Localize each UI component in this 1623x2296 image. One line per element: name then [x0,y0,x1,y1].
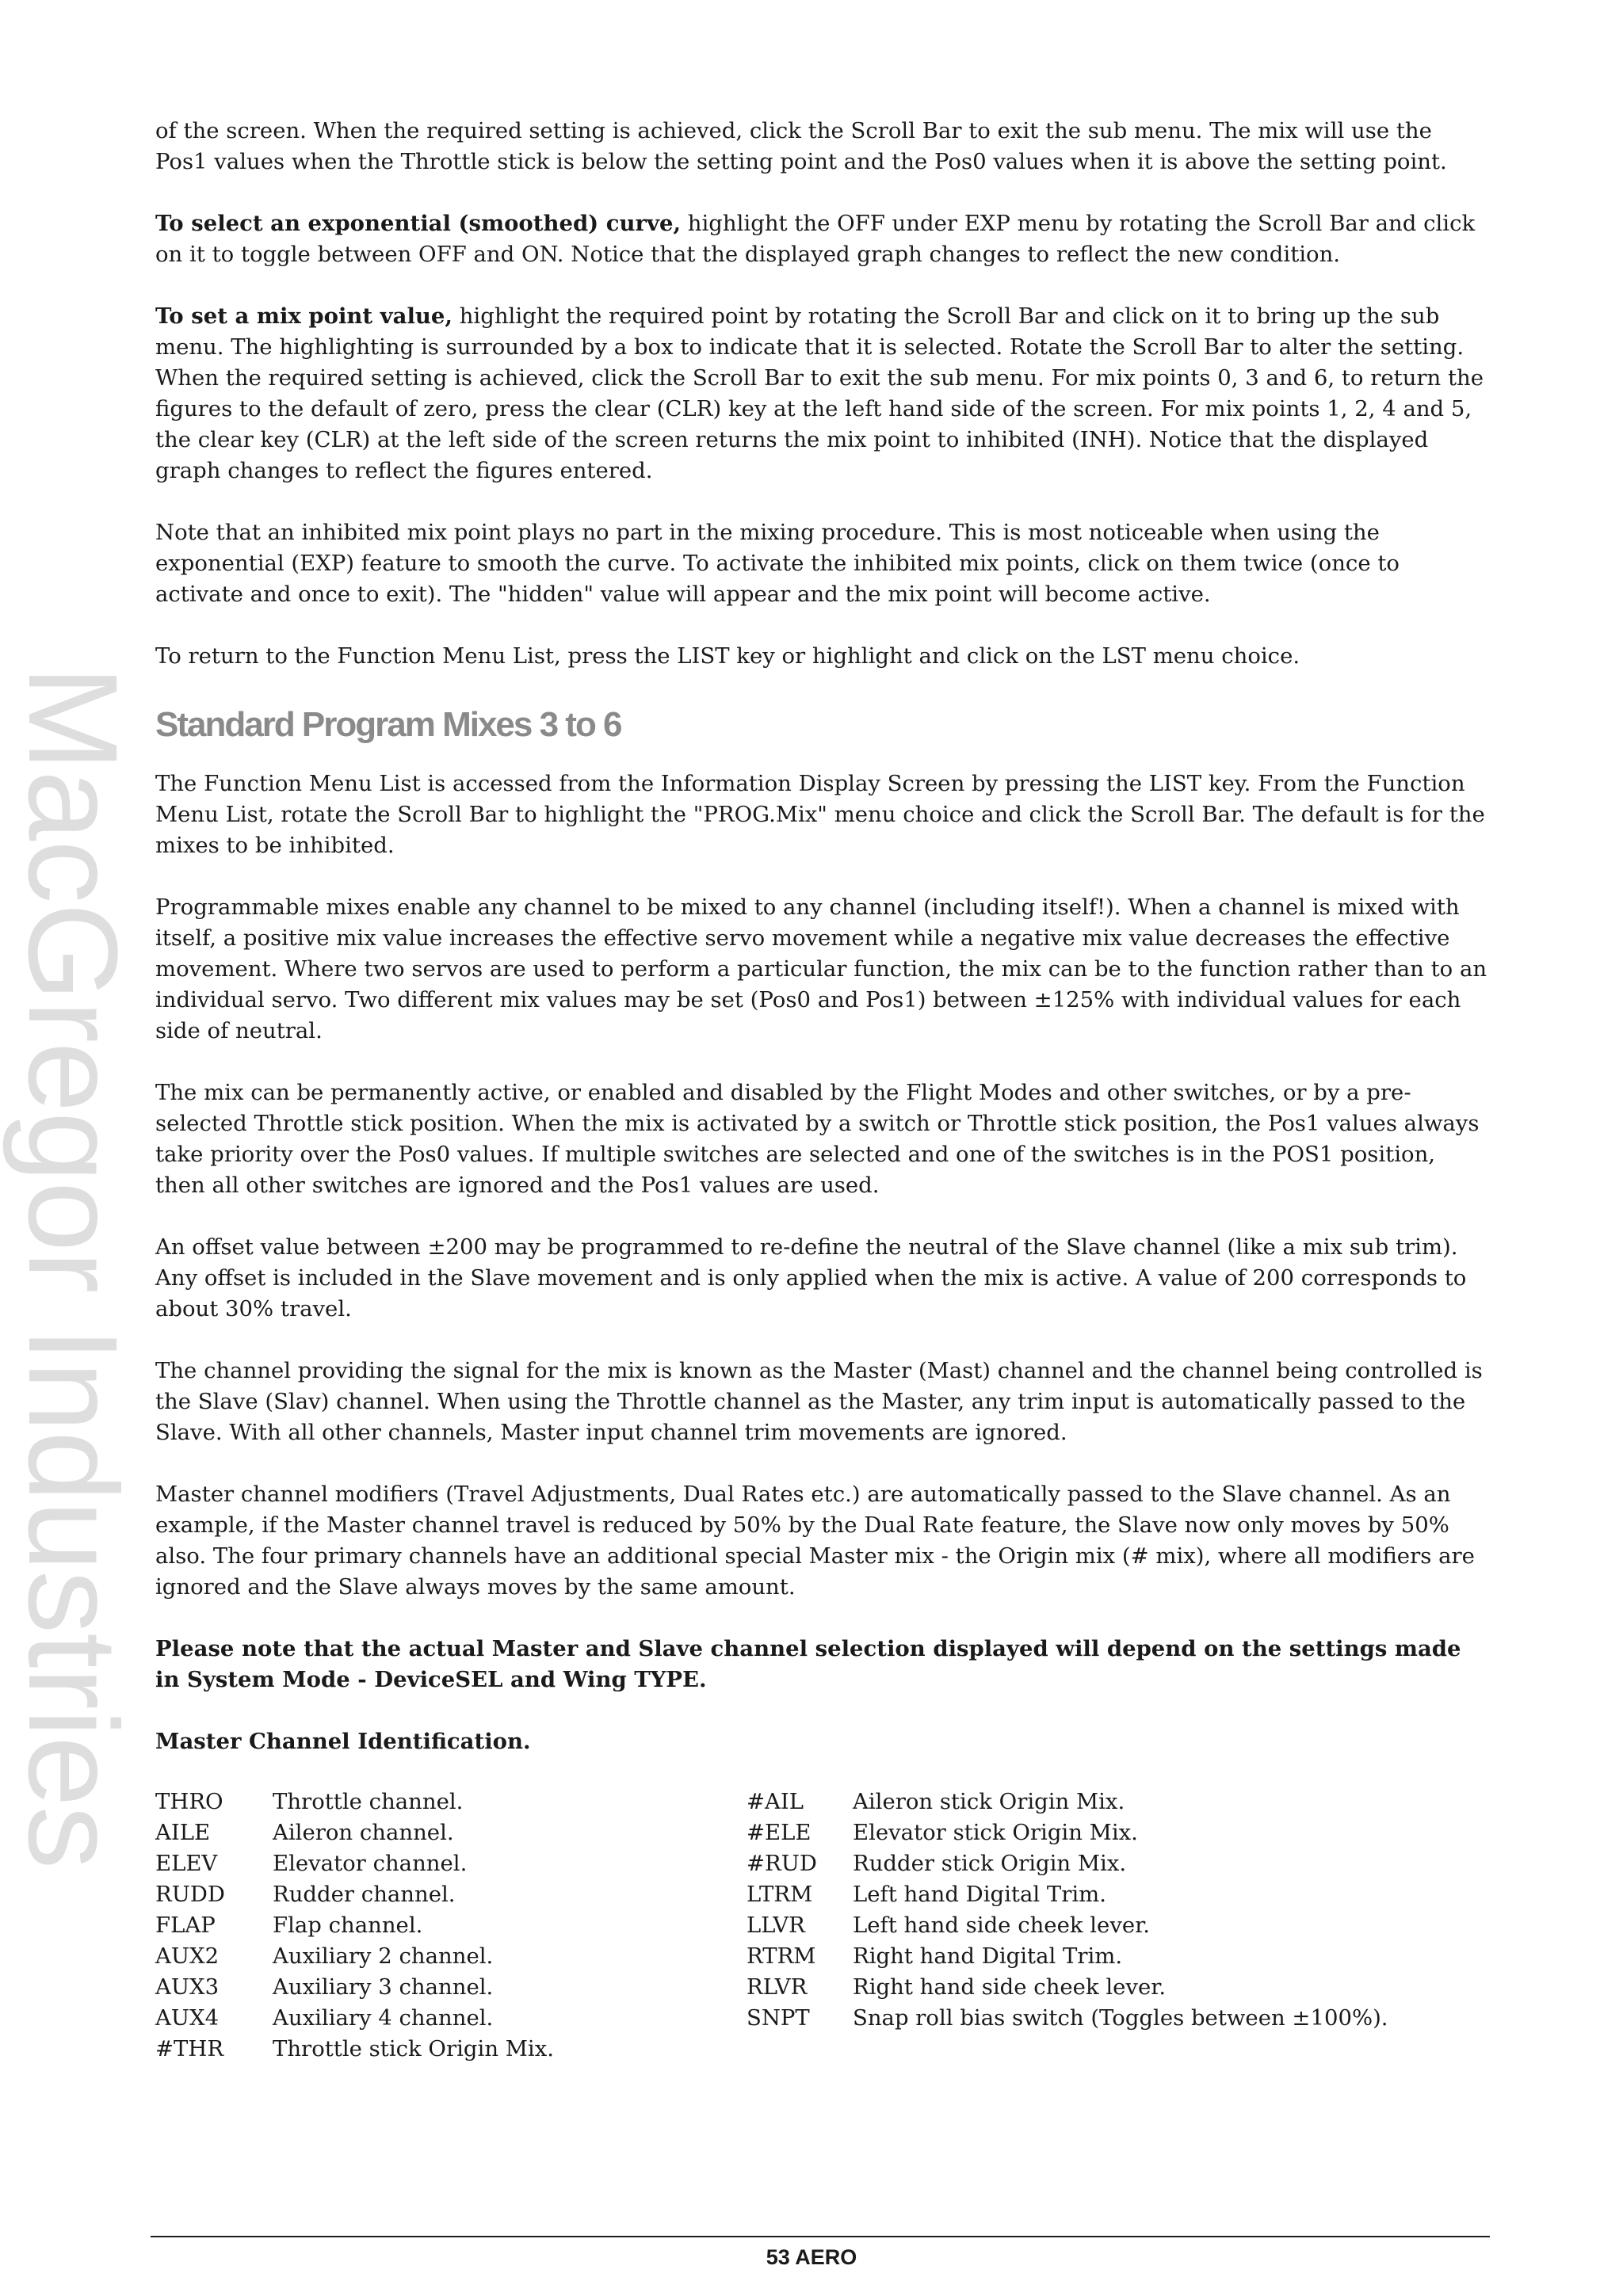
paragraph-text: highlight the OFF under EXP menu by rotating the Scroll Bar and click on it to toggle between OFF and ON. Notice that the displayed graph changes to reflect the new condition. [155,211,1476,267]
paragraph-text: highlight the required point by rotating the Scroll Bar and click on it to bring up the sub menu. The highlighting is surrounded by a box to indicate that it is selected. Rotate the Scroll Bar to alter the setting. When the required setting is achieved, click the Scroll Bar to exit the sub menu. For mix points 0, 3 and 6, to return the figures to the default of zero, press the clear (CLR) key at the left hand side of the screen. For mix points 1, 2, 4 and 5, the clear key (CLR) at the left side of the screen returns the mix point to inhibited (INH). Notice that the displayed graph changes to reflect the figures entered. [155,303,1484,483]
channel-row [155,1848,747,1879]
page-number: 53 AERO [766,2245,857,2269]
paragraph-text: of the screen. When the required setting is achieved, click the Scroll Bar to exit the sub menu. The mix will use the Pos1 values when the Throttle stick is below the setting point and the Pos0 values when it is above the setting point. [155,118,1447,174]
channel-code: AUX2 [155,1943,220,1969]
channel-code: AUX4 [155,2005,220,2031]
side-watermark [2,666,144,1869]
channel-row [747,1910,1488,1941]
paragraph-return-to-list [155,641,1488,672]
channel-code: #THR [155,2036,224,2061]
channel-code: RLVR [747,1974,808,2000]
paragraph-text: To return to the Function Menu List, press the LIST key or highlight and click on the LST menu choice. [155,643,1300,669]
master-channel-heading: Master Channel Identification. [155,1729,531,1754]
channel-row [747,2003,1488,2034]
channel-code: THRO [155,1789,223,1814]
channel-description: Left hand Digital Trim. [853,1882,1106,1907]
paragraph-mix-activation: The mix can be permanently active, or enabled and disabled by the Flight Modes and other switches, or by a pre-selected Throttle stick position. When the mix is activated by a switch or Throttle stick position, the Pos1 values always take priority over the Pos0 values. If multiple switches are selected and one of the switches is in the POS1 position, then all other switches are ignored and the Pos1 values are used. [155,1080,1480,1198]
channel-list-right [747,1787,1488,2065]
channel-list-left [155,1787,747,2065]
channel-row [155,1787,747,1817]
paragraph-function-menu-list: The Function Menu List is accessed from the Information Display Screen by pressing the LIST key. From the Function Menu List, rotate the Scroll Bar to highlight the "PROG.Mix" menu choice and click the Scroll Bar. The default is for the mixes to be inhibited. [155,771,1485,858]
channel-row [747,1879,1488,1910]
channel-description: Rudder stick Origin Mix. [853,1851,1127,1876]
note-bold: Please note that the actual Master and Slave channel selection displayed will depend on the settings made in System Mode - DeviceSEL and Wing TYPE. [155,1636,1461,1692]
footer-divider [151,2236,1490,2237]
channel-description: Flap channel. [273,1913,423,1938]
channel-row [747,1787,1488,1817]
paragraph-scroll-bar-exit [155,116,1488,177]
channel-row [155,1941,747,1972]
channel-description: Auxiliary 2 channel. [273,1943,494,1969]
channel-row [155,1972,747,2003]
page-content [155,116,1488,2065]
channel-code: #ELE [747,1820,812,1845]
channel-description: Throttle stick Origin Mix. [273,2036,554,2061]
paragraph-mix-point-value [155,301,1488,486]
channel-code: RTRM [747,1943,816,1969]
channel-code: FLAP [155,1913,216,1938]
paragraph-inhibited-mix-point [155,517,1488,610]
section-heading: Standard Program Mixes 3 to 6 [155,705,621,744]
channel-description: Left hand side cheek lever. [853,1913,1151,1938]
paragraph-master-modifiers: Master channel modifiers (Travel Adjustments, Dual Rates etc.) are automatically passed to the Slave channel. As an example, if the Master channel travel is reduced by 50% by the Dual Rate feature, the Slave now only moves by 50% also. The four primary channels have an additional special Master mix - the Origin mix (# mix), where all modifiers are ignored and the Slave always moves by the same amount. [155,1482,1475,1600]
paragraph-programmable-mixes: Programmable mixes enable any channel to be mixed to any channel (including itself!). When a channel is mixed with itself, a positive mix value increases the effective servo movement while a negative mix value decreases the effective movement. Where two servos are used to perform a particular function, the mix can be to the function rather than to an individual servo. Two different mix values may be set (Pos0 and Pos1) between ±125% with individual values for each side of neutral. [155,894,1487,1043]
channel-row [747,1848,1488,1879]
channel-code: AUX3 [155,1974,220,2000]
channel-description: Right hand side cheek lever. [853,1974,1167,2000]
channel-code: ELEV [155,1851,218,1876]
channel-description: Snap roll bias switch (Toggles between ±100%). [853,2005,1388,2031]
channel-row [155,2003,747,2034]
channel-code: #AIL [747,1789,804,1814]
channel-row [747,1817,1488,1848]
channel-row [155,1879,747,1910]
channel-description: Elevator stick Origin Mix. [853,1820,1138,1845]
channel-description: Aileron stick Origin Mix. [853,1789,1125,1814]
channel-code: SNPT [747,2005,810,2031]
channel-code: AILE [155,1820,211,1845]
watermark-text: MacGregor Industries [2,666,144,1869]
paragraph-master-slave: The channel providing the signal for the mix is known as the Master (Mast) channel and the channel being controlled is the Slave (Slav) channel. When using the Throttle channel as the Master, any trim input is automatically passed to the Slave. With all other channels, Master input channel trim movements are ignored. [155,1358,1483,1445]
channel-row [155,1817,747,1848]
channel-code: #RUD [747,1851,817,1876]
channel-row [155,2034,747,2065]
channel-description: Auxiliary 3 channel. [273,1974,494,2000]
channel-description: Auxiliary 4 channel. [273,2005,494,2031]
channel-row [747,1941,1488,1972]
channel-list [155,1787,1488,2065]
channel-description: Elevator channel. [273,1851,468,1876]
channel-row [155,1910,747,1941]
paragraph-offset-value: An offset value between ±200 may be programmed to re-define the neutral of the Slave channel (like a mix sub trim). Any offset is included in the Slave movement and is only applied when the mix is active. A value of 200 corresponds to about 30% travel. [155,1234,1467,1322]
paragraph-lead-bold: To select an exponential (smoothed) curve, [155,211,682,236]
paragraph-text: Note that an inhibited mix point plays no part in the mixing procedure. This is most noticeable when using the exponential (EXP) feature to smooth the curve. To activate the inhibited mix points, click on them twice (once to activate and once to exit). The "hidden" value will appear and the mix point will become active. [155,520,1400,607]
paragraph-exponential-curve [155,208,1488,270]
channel-description: Right hand Digital Trim. [853,1943,1123,1969]
channel-code: RUDD [155,1882,225,1907]
paragraph-lead-bold: To set a mix point value, [155,303,453,329]
channel-row [747,1972,1488,2003]
channel-description: Aileron channel. [273,1820,454,1845]
channel-description: Rudder channel. [273,1882,456,1907]
channel-code: LTRM [747,1882,813,1907]
channel-description: Throttle channel. [273,1789,464,1814]
channel-code: LLVR [747,1913,805,1938]
